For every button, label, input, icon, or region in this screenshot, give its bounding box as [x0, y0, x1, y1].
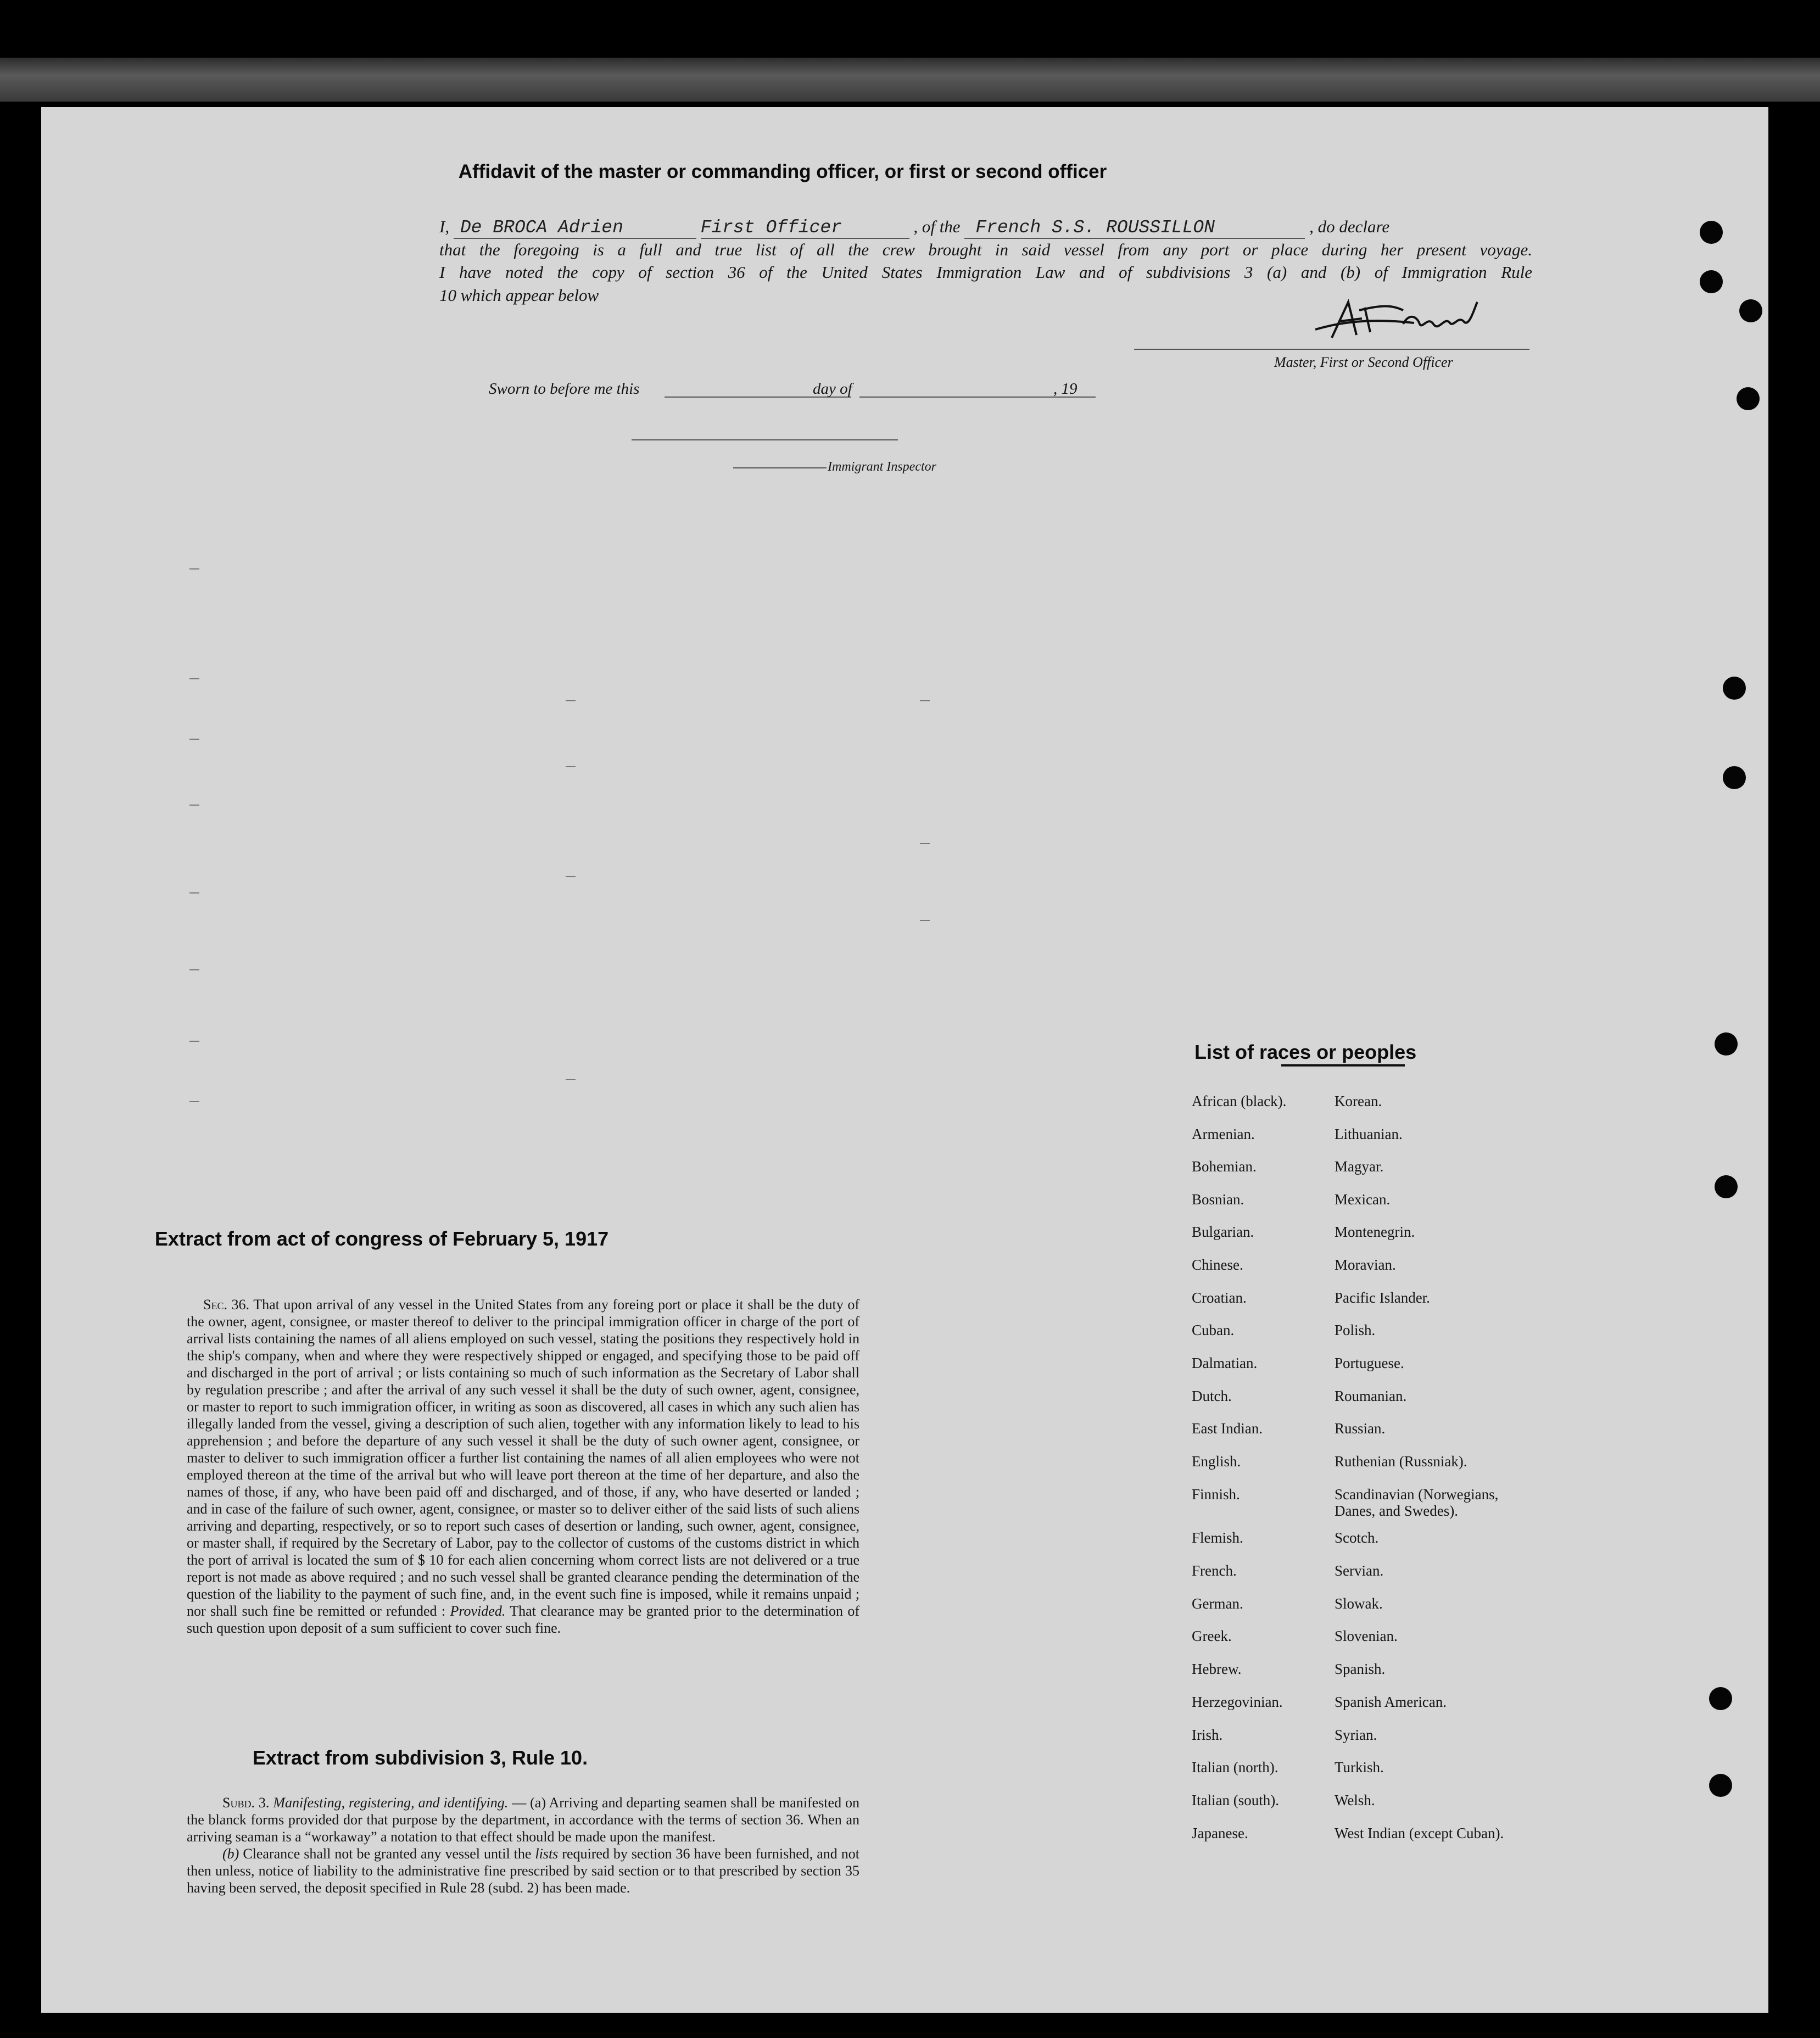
- races-heading-text: List of races or peoples: [1194, 1041, 1417, 1063]
- affidavit-line-1: [439, 217, 1529, 239]
- year-label: , 19: [1053, 380, 1078, 398]
- race-left-item: Dalmatian.: [1192, 1355, 1258, 1371]
- punch-hole: [1739, 299, 1762, 322]
- para-b-text-1: Clearance shall not be granted any vessel until the: [243, 1846, 532, 1862]
- bleed-through-mark: [566, 766, 576, 767]
- race-right-item: Scandinavian (Norwegians, Danes, and Swedes).: [1335, 1486, 1499, 1519]
- race-right-item: West Indian (except Cuban).: [1335, 1825, 1504, 1841]
- race-left-item: Croatian.: [1192, 1289, 1247, 1306]
- affidavit-heading: Affidavit of the master or commanding officer, or first or second officer: [458, 161, 1107, 182]
- para-b-marker: (b): [222, 1846, 239, 1862]
- bleed-through-mark: [566, 700, 576, 701]
- race-right-item: Spanish.: [1335, 1661, 1386, 1677]
- provided-word: Provided.: [450, 1603, 506, 1619]
- race-right-item: Moravian.: [1335, 1257, 1396, 1273]
- race-right-item: Portuguese.: [1335, 1355, 1404, 1371]
- race-left-item: Japanese.: [1192, 1825, 1248, 1841]
- races-heading-underline: [1281, 1064, 1405, 1067]
- rule-extract-heading: Extract from subdivision 3, Rule 10.: [252, 1746, 588, 1769]
- race-left-item: Finnish.: [1192, 1486, 1240, 1503]
- race-right-item: Magyar.: [1335, 1158, 1384, 1175]
- i-label: I,: [439, 217, 450, 236]
- section-body: That upon arrival of any vessel in the United States from any foreing port or place it shall be the duty of the owner, agent, consignee, or master thereof to deliver to the principal immigration officer in charge of the port of arrival lists containing the names of all aliens employed on such vessel, stating the positions they respectively hold in the ship's company, when and where they were respectively shipped or engaged, and specifying those to be paid off and discharged in the port of arrival ; or lists containing so much of such information as the Secretary of Labor shall by regulation prescribe ; and after the arrival of any such vessel it shall be the duty of such owner, agent, consignee, or master to report to such immigration officer, in writing as soon as discovered, all cases in which any such alien has illegally landed from the vessel, giving a description of such alien, together with any information likely to lead to his apprehension ; and before the departure of any such vessel it shall be the duty of such owner agent, consignee, or master to deliver to such immigration officer a further list containing the names of all alien employees who were not employed thereon at the time of the arrival but who will leave port thereon at the time of her departure, and also the names of those, if any, who have been paid off and discharged, and of those, if any, who have deserted or landed ; and in case of the failure of such owner, agent, consignee, or master so to deliver either of the said lists of such aliens arriving and departing, respectively, or so to report such cases of desertion or landing, such owner, agent, consignee, or master shall, if required by the Secretary of Labor, pay to the collector of customs of the customs district in which the port of arrival is located the sum of $ 10 for each alien concerning whom correct lists are not delivered or a true report is not made as above required ; and no such vessel shall be granted clearance pending the determination of the question of the liability to the payment of such fine, and, in the event such fine is imposed, while it remains unpaid ; nor shall such fine be remitted or refunded :: [187, 1297, 859, 1619]
- section-36-text: [187, 1236, 859, 1637]
- race-left-item: French.: [1192, 1562, 1237, 1579]
- bleed-through-mark: [189, 678, 199, 679]
- punch-hole: [1709, 1687, 1732, 1710]
- race-right-item: Mexican.: [1335, 1191, 1391, 1208]
- paragraph-b: [187, 1845, 859, 1896]
- of-the-label: , of the: [913, 217, 961, 236]
- affidavit-line-3: I have noted the copy of section 36 of the United States Immigration Law and of subdivisions 3 (a) and (b) of Immigration Rule: [439, 263, 1532, 282]
- race-right-item: Russian.: [1335, 1420, 1386, 1437]
- affidavit-line-4: 10 which appear below: [439, 286, 599, 305]
- race-left-item: Italian (south).: [1192, 1792, 1279, 1808]
- act-extract-heading: Extract from act of congress of February 5, 1917: [154, 1227, 609, 1250]
- para-b-text-2: required by section 36 have been furnished, and not then unless, notice of liability to the administrative fine prescribed by said section or to that prescribed by section 35 having been served, the deposit specified in Rule 28 (subd. 2) has been made.: [187, 1846, 860, 1896]
- bleed-through-mark: [189, 1101, 199, 1102]
- bleed-through-mark: [189, 969, 199, 970]
- para-a-text: Arriving and departing seamen shall be manifested on the blanck forms provided dor that purpose by the department, in accordance with the terms of section 36. When an arriving seaman is a “workaway” a notation to that effect should be made upon the manifest.: [187, 1795, 860, 1845]
- bleed-through-mark: [920, 843, 930, 844]
- race-right-item: Syrian.: [1335, 1727, 1377, 1743]
- race-left-item: Dutch.: [1192, 1388, 1232, 1404]
- race-left-item: Bulgarian.: [1192, 1224, 1254, 1240]
- signature-line: [1134, 349, 1529, 350]
- race-left-item: Irish.: [1192, 1727, 1223, 1743]
- officer-rank: First Officer: [700, 217, 842, 238]
- bleed-through-mark: [189, 805, 199, 806]
- punch-hole: [1723, 766, 1746, 789]
- race-right-item: Spanish American.: [1335, 1694, 1447, 1710]
- punch-hole: [1700, 221, 1723, 244]
- race-right-item: Polish.: [1335, 1322, 1376, 1338]
- race-right-item: Welsh.: [1335, 1792, 1375, 1808]
- officer-rank-field: [701, 217, 909, 239]
- bleed-through-mark: [189, 568, 199, 569]
- races-heading: [1194, 1041, 1416, 1064]
- affidavit-line-2: that the foregoing is a full and true list of all the crew brought in said vessel from any port or place during her present voyage.: [439, 240, 1532, 259]
- officer-name-field: [454, 217, 696, 239]
- inspector-signature-line: [632, 439, 898, 440]
- punch-hole: [1715, 1175, 1738, 1198]
- section-label: Sec. 36.: [203, 1297, 250, 1313]
- race-right-item: Slowak.: [1335, 1595, 1383, 1612]
- race-left-item: Flemish.: [1192, 1529, 1243, 1546]
- bleed-through-mark: [189, 1041, 199, 1042]
- race-right-item: Montenegrin.: [1335, 1224, 1415, 1240]
- race-right-item: Pacific Islander.: [1335, 1289, 1430, 1306]
- para-a-marker: — (a): [512, 1795, 546, 1811]
- bleed-through-mark: [566, 1079, 576, 1080]
- race-left-item: German.: [1192, 1595, 1243, 1612]
- vessel-name: French S.S. ROUSSILLON: [975, 217, 1215, 238]
- day-of-label: day of: [813, 380, 852, 398]
- race-left-item: Armenian.: [1192, 1126, 1255, 1142]
- race-left-item: Bosnian.: [1192, 1191, 1244, 1208]
- para-b-lists: lists: [535, 1846, 559, 1862]
- subd-label: Subd. 3.: [222, 1795, 270, 1811]
- race-right-item: Roumanian.: [1335, 1388, 1407, 1404]
- race-left-item: Greek.: [1192, 1628, 1232, 1644]
- race-left-item: English.: [1192, 1453, 1241, 1470]
- punch-hole: [1715, 1032, 1738, 1056]
- race-right-item: Scotch.: [1335, 1529, 1379, 1546]
- punch-hole: [1709, 1774, 1732, 1797]
- race-right-item: Turkish.: [1335, 1759, 1384, 1775]
- bleed-through-mark: [920, 700, 930, 701]
- race-left-item: Cuban.: [1192, 1322, 1235, 1338]
- punch-hole: [1737, 387, 1760, 410]
- paragraph-a: [187, 1794, 859, 1845]
- race-right-item: Slovenian.: [1335, 1628, 1398, 1644]
- section-body-end: That clearance may be granted prior to the determination of such question upon deposit of a sum sufficient to cover such fine.: [187, 1603, 860, 1636]
- race-left-item: Hebrew.: [1192, 1661, 1242, 1677]
- inspector-line: [733, 467, 827, 468]
- bleed-through-mark: [189, 739, 199, 740]
- inspector-caption: Immigrant Inspector: [828, 460, 936, 474]
- race-left-item: Bohemian.: [1192, 1158, 1257, 1175]
- race-right-item: Korean.: [1335, 1093, 1382, 1109]
- rule-10-text: [187, 1761, 859, 1896]
- sworn-label: Sworn to before me this: [489, 380, 640, 398]
- subd-title: Manifesting, registering, and identifying.: [273, 1795, 509, 1811]
- document-page: [41, 107, 1768, 2013]
- bleed-through-mark: [920, 920, 930, 921]
- race-left-item: Chinese.: [1192, 1257, 1243, 1273]
- scanner-top-strip: [0, 58, 1820, 102]
- officer-name: De BROCA Adrien: [460, 217, 623, 238]
- signature-caption: Master, First or Second Officer: [1274, 354, 1453, 370]
- punch-hole: [1700, 270, 1723, 293]
- race-right-item: Ruthenian (Russniak).: [1335, 1453, 1467, 1470]
- do-declare-label: , do declare: [1309, 217, 1390, 236]
- officer-signature: [1310, 291, 1486, 351]
- race-left-item: African (black).: [1192, 1093, 1287, 1109]
- bleed-through-mark: [566, 876, 576, 877]
- vessel-field: [964, 217, 1305, 239]
- race-left-item: East Indian.: [1192, 1420, 1263, 1437]
- race-right-item: Servian.: [1335, 1562, 1384, 1579]
- race-left-item: Herzegovinian.: [1192, 1694, 1283, 1710]
- race-left-item: Italian (north).: [1192, 1759, 1279, 1775]
- bleed-through-mark: [189, 892, 199, 894]
- race-right-item: Lithuanian.: [1335, 1126, 1403, 1142]
- punch-hole: [1723, 677, 1746, 700]
